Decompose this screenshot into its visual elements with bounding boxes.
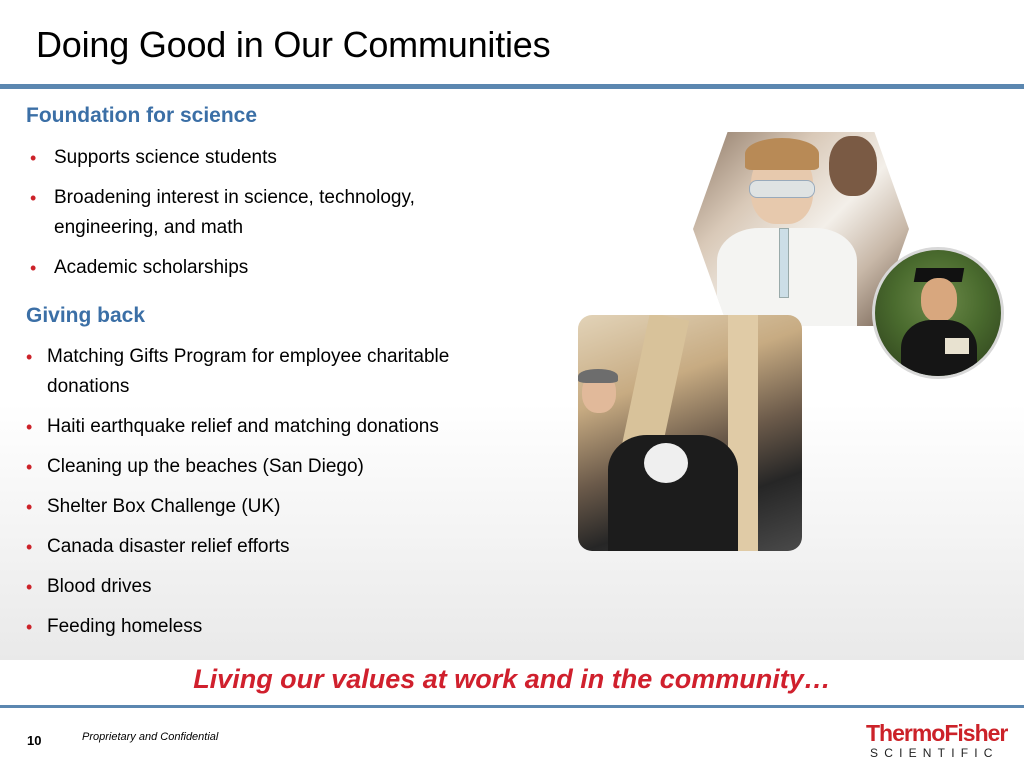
volunteers-photo bbox=[578, 315, 802, 551]
diploma bbox=[945, 338, 969, 354]
giving-back-heading: Giving back bbox=[26, 304, 146, 327]
bullet-icon: • bbox=[26, 347, 33, 367]
instructor-face bbox=[829, 136, 877, 196]
list-item: • Haiti earthquake relief and matching donations bbox=[26, 412, 526, 442]
bullet-icon: • bbox=[26, 537, 33, 557]
bullet-icon: • bbox=[26, 577, 33, 597]
logo-wordmark: ThermoFisher bbox=[866, 720, 1008, 746]
safety-goggles bbox=[749, 180, 815, 198]
list-item: • Shelter Box Challenge (UK) bbox=[26, 492, 526, 522]
bullet-icon: • bbox=[26, 497, 33, 517]
bullet-icon: • bbox=[30, 188, 37, 208]
list-item: • Canada disaster relief efforts bbox=[26, 532, 526, 562]
bullet-icon: • bbox=[26, 457, 33, 477]
list-item: • Broadening interest in science, technology, engineering, and math bbox=[26, 183, 496, 243]
tagline: Living our values at work and in the community… bbox=[193, 664, 831, 694]
list-item: • Cleaning up the beaches (San Diego) bbox=[26, 452, 526, 482]
bullet-icon: • bbox=[26, 417, 33, 437]
list-item: • Feeding homeless bbox=[26, 612, 526, 642]
foundation-list bbox=[26, 143, 506, 293]
test-tube bbox=[779, 228, 789, 298]
slide-title: Doing Good in Our Communities bbox=[36, 24, 551, 65]
confidential-notice: Proprietary and Confidential bbox=[82, 731, 219, 743]
foundation-heading: Foundation for science bbox=[26, 104, 258, 127]
logo-subtitle: SCIENTIFIC bbox=[870, 746, 999, 760]
list-item: • Academic scholarships bbox=[26, 253, 506, 283]
list-item: • Supports science students bbox=[26, 143, 506, 173]
list-item: • Blood drives bbox=[26, 572, 526, 602]
graduate-photo bbox=[872, 247, 1004, 379]
footer-divider bbox=[0, 705, 1024, 708]
graduate-face bbox=[921, 278, 957, 322]
giving-back-list bbox=[26, 342, 526, 652]
list-item: • Matching Gifts Program for employee charitable donations bbox=[26, 342, 456, 402]
thermo-fisher-logo bbox=[866, 721, 1008, 761]
shirt-logo bbox=[644, 443, 688, 483]
bullet-icon: • bbox=[26, 617, 33, 637]
student-hair bbox=[745, 138, 819, 170]
page-number: 10 bbox=[27, 733, 42, 748]
volunteer-cap bbox=[578, 369, 618, 383]
bullet-icon: • bbox=[30, 148, 37, 168]
bullet-icon: • bbox=[30, 258, 37, 278]
